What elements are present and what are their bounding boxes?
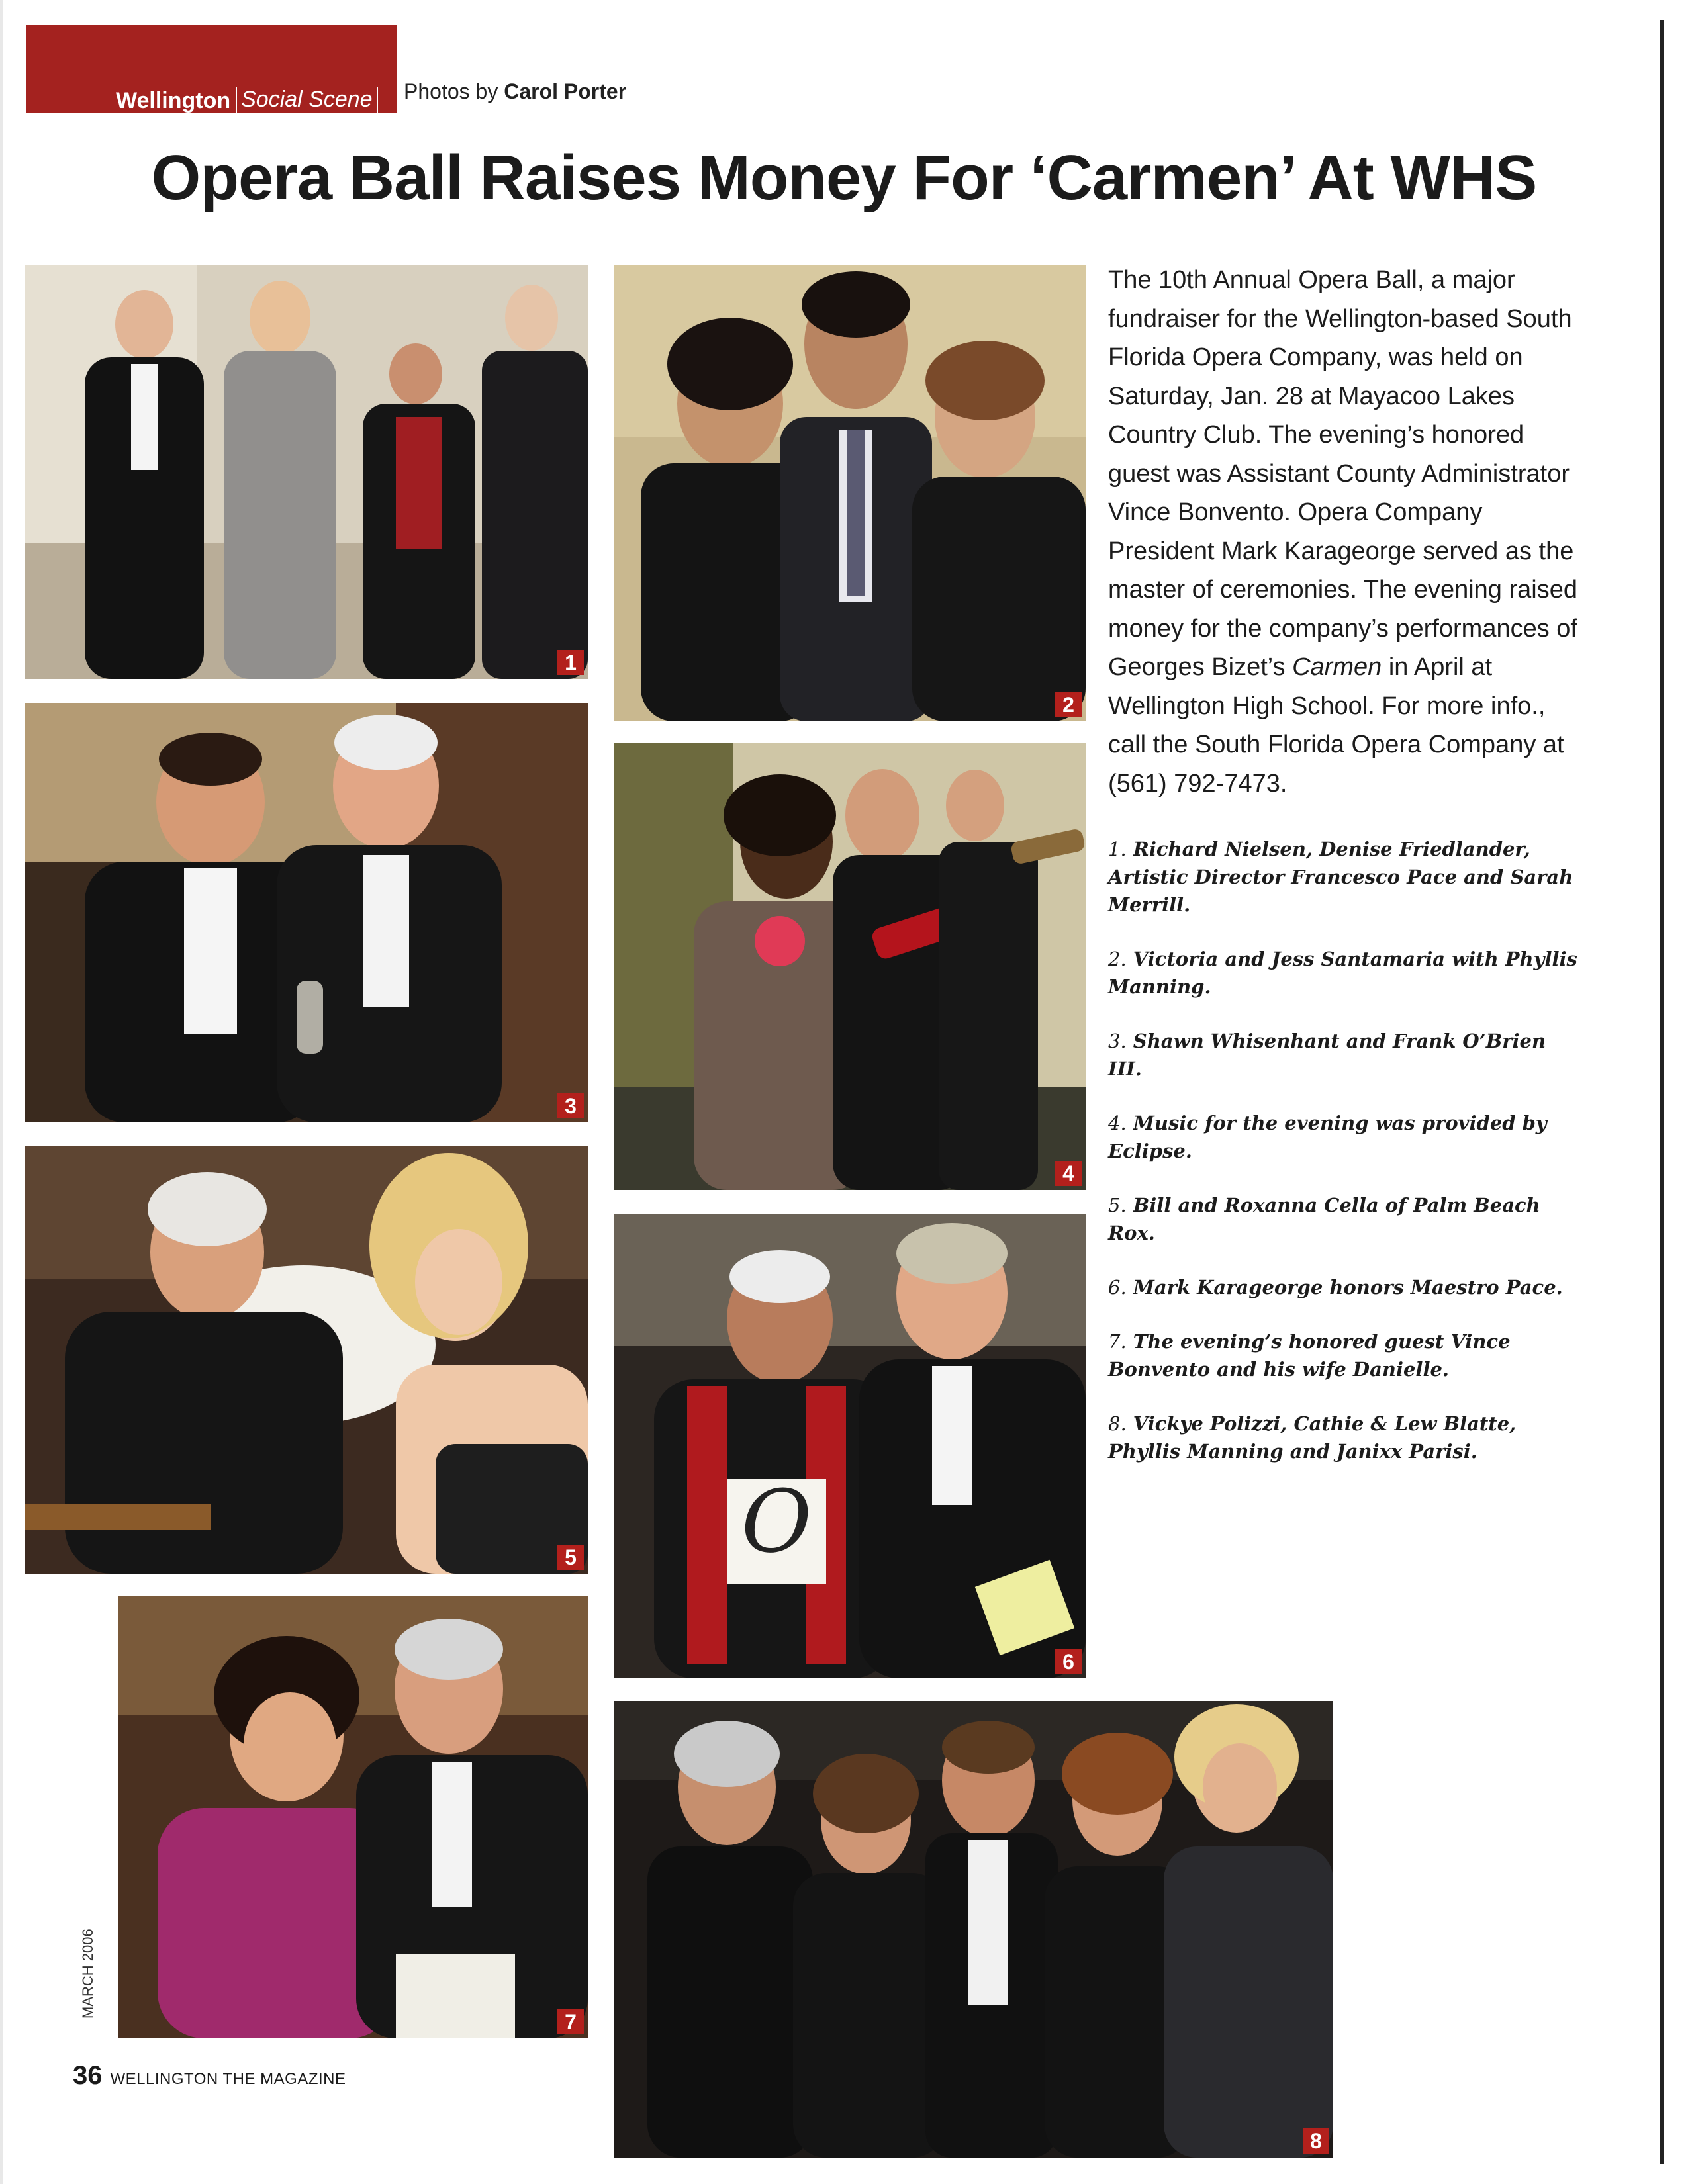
caption-number: 7. [1108,1330,1127,1353]
caption-6 [1108,1273,1585,1301]
caption-text: Bill and Roxanna Cella of Palm Beach Rox. [1108,1194,1540,1244]
page-edge-rule [1660,20,1664,2164]
caption-text: The evening’s honored guest Vince Bonvento and his wife Danielle. [1108,1330,1511,1381]
photo-3-image [25,703,588,1122]
photo-5 [25,1146,588,1574]
photo-5-image [25,1146,588,1574]
scan-edge [0,0,3,2184]
folio [73,2061,346,2091]
photo-number-badge: 1 [557,650,584,675]
photo-8 [614,1701,1333,2158]
photo-4 [614,743,1086,1190]
photo-number-badge: 5 [557,1545,584,1570]
caption-8 [1108,1410,1585,1465]
issue-date: MARCH 2006 [79,1929,96,2019]
caption-text: Richard Nielsen, Denise Friedlander, Artistic Director Francesco Pace and Sarah Merrill. [1108,838,1573,916]
photo-8-image [614,1701,1333,2158]
photo-3 [25,703,588,1122]
photographer-name: Carol Porter [504,79,627,103]
photo-number-badge: 7 [557,2009,584,2034]
caption-number: 3. [1108,1030,1127,1052]
caption-number: 2. [1108,948,1127,970]
article-body [1108,261,1585,803]
caption-7 [1108,1328,1585,1383]
section-tag [116,77,378,114]
section-name: Wellington [116,88,231,113]
opera-title: Carmen [1292,653,1382,681]
page-title: Opera Ball Raises Money For ‘Carmen’ At WHS [151,142,1537,213]
magazine-name: WELLINGTON THE MAGAZINE [110,2070,346,2088]
photo-1 [25,265,588,679]
caption-3 [1108,1027,1585,1083]
caption-5 [1108,1191,1585,1247]
caption-text: Music for the evening was provided by Eclipse. [1108,1112,1547,1162]
photo-7 [118,1596,588,2038]
section-subname: Social Scene [236,87,377,114]
photo-1-image [25,265,588,679]
photo-number-badge: 3 [557,1093,584,1118]
photo-6-image [614,1214,1086,1678]
caption-text: Vickye Polizzi, Cathie & Lew Blatte, Phyllis Manning and Janixx Parisi. [1108,1412,1517,1463]
caption-4 [1108,1109,1585,1165]
article-body-text-end: in April at Wellington High School. For more info., call the South Florida Opera Company at (561) 792-7473. [1108,653,1564,797]
article-body-text: The 10th Annual Opera Ball, a major fundraiser for the Wellington-based South Florida Opera Company, was held on Saturday, Jan. 28 at Mayacoo Lakes Country Club. The evening’s honored guest was Assistant County Administrator Vince Bonvento. Opera Company President Mark Karageorge served as the master of ceremonies. The evening raised money for the company’s performances of Georges Bizet’s [1108,266,1577,681]
caption-2 [1108,945,1585,1001]
photo-2 [614,265,1086,721]
photo-credit [404,79,626,104]
photo-captions [1108,835,1585,1492]
caption-number: 4. [1108,1112,1127,1134]
caption-number: 6. [1108,1276,1127,1298]
photo-number-badge: 6 [1055,1649,1082,1674]
page-number: 36 [73,2061,103,2090]
photo-number-badge: 8 [1303,2128,1329,2154]
photo-2-image [614,265,1086,721]
svg-text:O: O [741,1471,812,1572]
caption-number: 5. [1108,1194,1127,1216]
photo-number-badge: 2 [1055,692,1082,717]
caption-text: Mark Karageorge honors Maestro Pace. [1133,1276,1563,1298]
photo-number-badge: 4 [1055,1161,1082,1186]
caption-1 [1108,835,1585,919]
photo-4-image [614,743,1086,1190]
caption-number: 8. [1108,1412,1127,1435]
caption-text: Shawn Whisenhant and Frank O’Brien III. [1108,1030,1546,1080]
photo-credit-prefix: Photos by [404,79,498,103]
photo-7-image [118,1596,588,2038]
caption-number: 1. [1108,838,1127,860]
photo-6 [614,1214,1086,1678]
caption-text: Victoria and Jess Santamaria with Phyllis Manning. [1108,948,1577,998]
